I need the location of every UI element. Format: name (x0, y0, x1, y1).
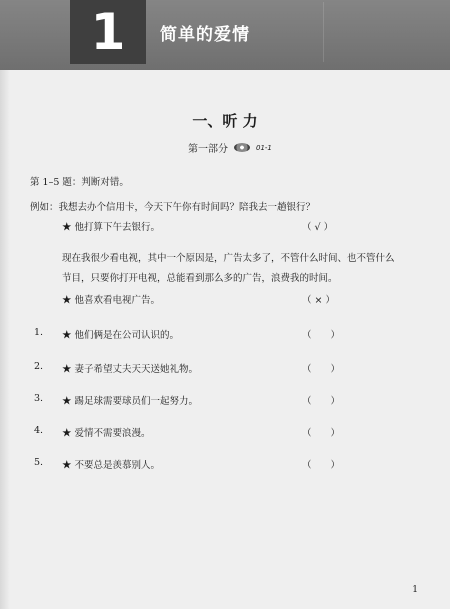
chapter-title: 简单的爱情 (160, 25, 250, 45)
chapter-number-box (70, 0, 146, 64)
answer-blank[interactable]: （ ） (302, 460, 341, 471)
question-number: 3. (34, 393, 44, 404)
question-number: 5. (34, 457, 44, 468)
question-text: ★ 他们俩是在公司认识的。 (62, 330, 180, 341)
section-title: 一、听 力 (192, 112, 258, 130)
answer-blank[interactable]: （ ） (302, 396, 341, 407)
answer-blank[interactable]: （ ） (302, 428, 341, 439)
question-number: 1. (34, 327, 44, 338)
chapter-number: 1 (90, 3, 126, 61)
instructions: 第 1–5 题：判断对错。 (30, 177, 129, 188)
question-number: 2. (34, 361, 44, 372)
question-text: ★ 不要总是羡慕别人。 (62, 460, 161, 471)
question-number: 4. (34, 425, 44, 436)
question-text: ★ 踢足球需要球员们一起努力。 (62, 396, 199, 407)
question-text: ★ 爱情不需要浪漫。 (62, 428, 151, 439)
question-text: ★ 妻子希望丈夫天天送她礼物。 (62, 364, 199, 375)
example-answer-1: （ √ ） (302, 222, 334, 233)
example-answer-2: （ × ） (302, 295, 335, 306)
audio-cd-icon (234, 143, 250, 152)
answer-blank[interactable]: （ ） (302, 364, 341, 375)
example-statement-2: ★ 他喜欢看电视广告。 (62, 295, 161, 306)
example-prompt: 例如：我想去办个信用卡，今天下午你有时间吗？陪我去一趟银行？ (30, 202, 316, 213)
header-watermark-decoration (323, 2, 444, 62)
example-passage-line-1: 现在我很少看电视，其中一个原因是，广告太多了，不管什么时间、也不管什么 (62, 253, 395, 264)
page-number: 1 (412, 585, 418, 595)
answer-blank[interactable]: （ ） (302, 330, 341, 341)
part-heading (188, 140, 272, 155)
page-fold-shadow (0, 70, 10, 609)
example-statement-1: ★ 他打算下午去银行。 (62, 222, 161, 233)
example-passage-line-2: 节目，只要你打开电视，总能看到那么多的广告，浪费我的时间。 (62, 273, 338, 284)
part-label: 第一部分 (188, 144, 228, 155)
audio-track-code: 01-1 (256, 143, 272, 152)
